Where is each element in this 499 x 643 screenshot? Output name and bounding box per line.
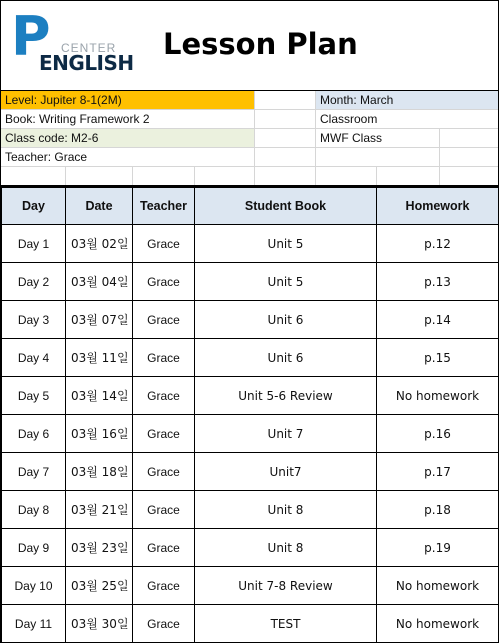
- teacher-cell: Grace: [133, 377, 195, 415]
- gridline: [439, 129, 440, 185]
- column-header-homework: Homework: [377, 188, 499, 225]
- day-cell: Day 3: [2, 301, 66, 339]
- homework-cell: No homework: [377, 605, 499, 643]
- day-cell: Day 1: [2, 225, 66, 263]
- table-row: [2, 225, 499, 263]
- teacher-cell: Grace: [133, 567, 195, 605]
- logo-english-text: ENGLISH: [39, 51, 134, 75]
- student-book-cell: Unit 5: [195, 225, 377, 263]
- student-book-cell: Unit 6: [195, 301, 377, 339]
- gridline: [194, 167, 195, 185]
- classroom-field: Classroom: [320, 112, 378, 126]
- student-book-cell: Unit 5: [195, 263, 377, 301]
- day-cell: Day 7: [2, 453, 66, 491]
- teacher-field: Teacher: Grace: [5, 150, 88, 164]
- day-cell: Day 2: [2, 263, 66, 301]
- gridline: [376, 167, 377, 185]
- table-row: [2, 339, 499, 377]
- teacher-cell: Grace: [133, 605, 195, 643]
- student-book-cell: Unit 8: [195, 529, 377, 567]
- date-cell: 03월 14일: [66, 377, 133, 415]
- table-row: [2, 491, 499, 529]
- student-book-cell: TEST: [195, 605, 377, 643]
- day-cell: Day 9: [2, 529, 66, 567]
- table-row: [2, 529, 499, 567]
- logo-center-text: CENTER: [61, 41, 117, 55]
- logo-letter: P: [11, 5, 49, 68]
- gridline: [132, 167, 133, 185]
- day-cell: Day 11: [2, 605, 66, 643]
- student-book-cell: Unit 6: [195, 339, 377, 377]
- date-cell: 03월 25일: [66, 567, 133, 605]
- level-field: Level: Jupiter 8-1(2M): [1, 91, 254, 109]
- homework-cell: p.13: [377, 263, 499, 301]
- day-cell: Day 10: [2, 567, 66, 605]
- table-row: [2, 605, 499, 643]
- date-cell: 03월 07일: [66, 301, 133, 339]
- table-row: [2, 453, 499, 491]
- teacher-cell: Grace: [133, 491, 195, 529]
- student-book-cell: Unit7: [195, 453, 377, 491]
- student-book-cell: Unit 7: [195, 415, 377, 453]
- date-cell: 03월 30일: [66, 605, 133, 643]
- homework-cell: p.17: [377, 453, 499, 491]
- class-code-field: Class code: M2-6: [1, 129, 254, 147]
- day-cell: Day 5: [2, 377, 66, 415]
- class-info-grid: [1, 91, 498, 185]
- column-header-date: Date: [66, 188, 133, 225]
- date-cell: 03월 11일: [66, 339, 133, 377]
- date-cell: 03월 04일: [66, 263, 133, 301]
- teacher-cell: Grace: [133, 415, 195, 453]
- student-book-cell: Unit 8: [195, 491, 377, 529]
- table-row: [2, 415, 499, 453]
- table-row: [2, 263, 499, 301]
- date-cell: 03월 23일: [66, 529, 133, 567]
- homework-cell: p.16: [377, 415, 499, 453]
- gridline: [1, 166, 498, 167]
- date-cell: 03월 18일: [66, 453, 133, 491]
- teacher-cell: Grace: [133, 529, 195, 567]
- gridline: [254, 91, 255, 185]
- gridline: [65, 167, 66, 185]
- schedule-table: [1, 187, 499, 643]
- english-center-logo: [11, 5, 134, 75]
- table-header-row: [2, 188, 499, 225]
- book-field: Book: Writing Framework 2: [5, 112, 150, 126]
- teacher-cell: Grace: [133, 301, 195, 339]
- teacher-cell: Grace: [133, 339, 195, 377]
- teacher-cell: Grace: [133, 263, 195, 301]
- homework-cell: No homework: [377, 567, 499, 605]
- homework-cell: p.14: [377, 301, 499, 339]
- teacher-cell: Grace: [133, 225, 195, 263]
- homework-cell: p.18: [377, 491, 499, 529]
- date-cell: 03월 16일: [66, 415, 133, 453]
- date-cell: 03월 21일: [66, 491, 133, 529]
- header-area: [1, 1, 498, 91]
- table-row: [2, 377, 499, 415]
- schedule-table-wrapper: [1, 185, 498, 643]
- month-field: Month: March: [316, 91, 498, 109]
- homework-cell: p.12: [377, 225, 499, 263]
- page-title: Lesson Plan: [163, 27, 358, 61]
- column-header-student-book: Student Book: [195, 188, 377, 225]
- column-header-teacher: Teacher: [133, 188, 195, 225]
- homework-cell: No homework: [377, 377, 499, 415]
- class-days-field: MWF Class: [320, 131, 382, 145]
- date-cell: 03월 02일: [66, 225, 133, 263]
- table-row: [2, 301, 499, 339]
- homework-cell: p.15: [377, 339, 499, 377]
- day-cell: Day 4: [2, 339, 66, 377]
- day-cell: Day 6: [2, 415, 66, 453]
- student-book-cell: Unit 5-6 Review: [195, 377, 377, 415]
- column-header-day: Day: [2, 188, 66, 225]
- student-book-cell: Unit 7-8 Review: [195, 567, 377, 605]
- teacher-cell: Grace: [133, 453, 195, 491]
- homework-cell: p.19: [377, 529, 499, 567]
- day-cell: Day 8: [2, 491, 66, 529]
- table-row: [2, 567, 499, 605]
